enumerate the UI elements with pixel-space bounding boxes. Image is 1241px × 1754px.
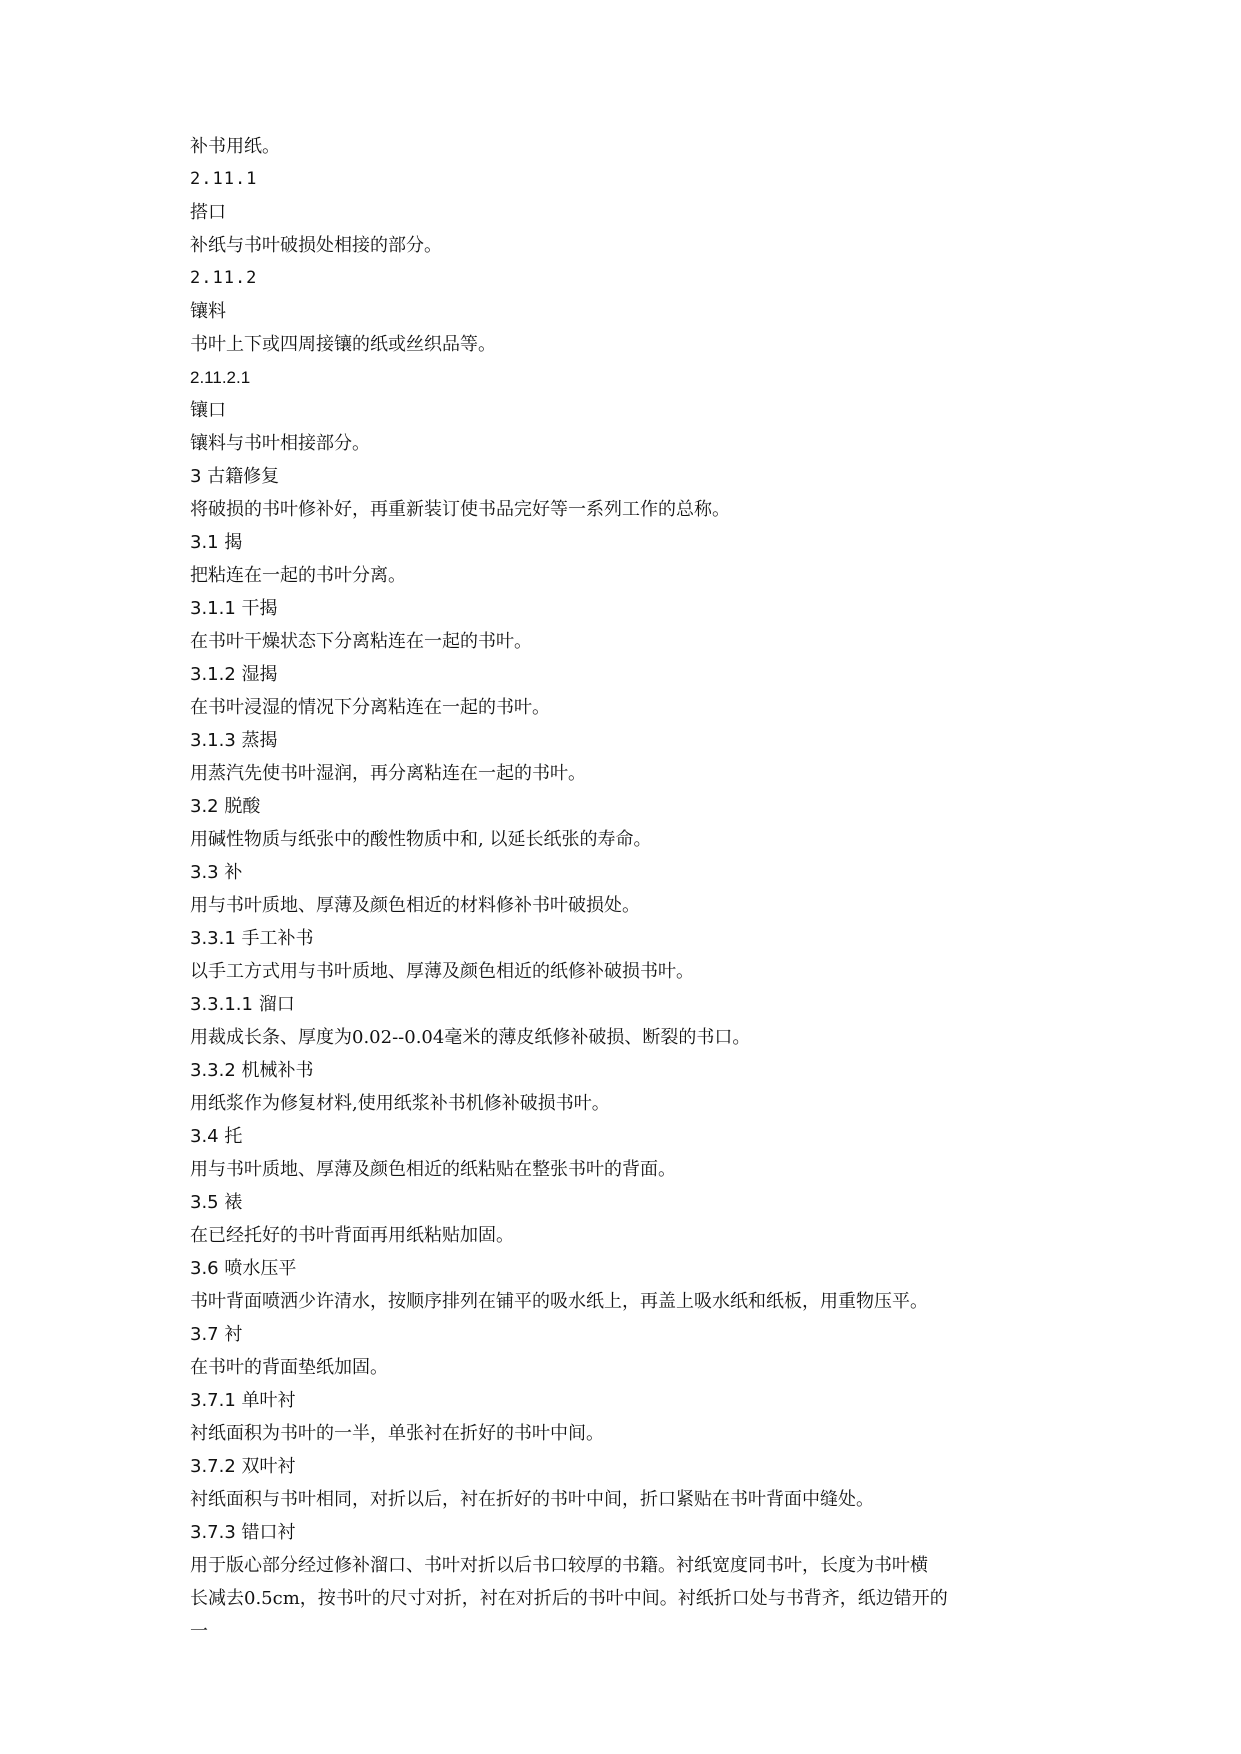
body-text: 镶料与书叶相接部分。	[190, 433, 370, 454]
section-heading: 3.1.1 干揭	[190, 598, 278, 619]
section-heading: 3.4 托	[190, 1126, 243, 1147]
section-heading: 3.3.1 手工补书	[190, 928, 314, 949]
body-text: 用碱性物质与纸张中的酸性物质中和, 以延长纸张的寿命。	[190, 829, 652, 850]
body-text: 书叶上下或四周接镶的纸或丝织品等。	[190, 334, 496, 355]
section-number: 2.11.1	[190, 169, 258, 189]
body-text: 用纸浆作为修复材料,使用纸浆补书机修补破损书叶。	[190, 1093, 610, 1114]
body-text: 补纸与书叶破损处相接的部分。	[190, 235, 442, 256]
section-heading: 3.3.1.1 溜口	[190, 994, 295, 1015]
section-heading: 3.1 揭	[190, 532, 243, 553]
body-text: 书叶背面喷洒少许清水，按顺序排列在铺平的吸水纸上，再盖上吸水纸和纸板，用重物压平。	[190, 1291, 928, 1312]
section-number: 2.11.2	[190, 268, 258, 288]
body-text: 以手工方式用与书叶质地、厚薄及颜色相近的纸修补破损书叶。	[190, 961, 694, 982]
body-text: 在书叶的背面垫纸加固。	[190, 1357, 388, 1378]
section-heading: 3.2 脱酸	[190, 796, 261, 817]
section-heading: 3.1.3 蒸揭	[190, 730, 278, 751]
document-page	[190, 130, 1070, 1648]
section-heading: 3 古籍修复	[190, 466, 280, 487]
section-number: 2.11.2.1	[190, 368, 251, 387]
body-text: 一	[190, 1621, 208, 1642]
body-text: 用与书叶质地、厚薄及颜色相近的纸粘贴在整张书叶的背面。	[190, 1159, 676, 1180]
section-heading: 3.5 裱	[190, 1192, 243, 1213]
body-text: 用蒸汽先使书叶湿润，再分离粘连在一起的书叶。	[190, 763, 586, 784]
section-heading: 3.1.2 湿揭	[190, 664, 278, 685]
body-text: 衬纸面积为书叶的一半，单张衬在折好的书叶中间。	[190, 1423, 604, 1444]
term-heading: 镶料	[190, 301, 226, 322]
section-heading: 3.6 喷水压平	[190, 1258, 297, 1279]
body-text: 将破损的书叶修补好，再重新装订使书品完好等一系列工作的总称。	[190, 499, 730, 520]
body-text: 衬纸面积与书叶相同，对折以后，衬在折好的书叶中间，折口紧贴在书叶背面中缝处。	[190, 1489, 874, 1510]
body-text: 把粘连在一起的书叶分离。	[190, 565, 406, 586]
body-text: 补书用纸。	[190, 136, 280, 157]
term-heading: 搭口	[190, 202, 226, 223]
body-text: 长减去0.5cm，按书叶的尺寸对折，衬在对折后的书叶中间。衬纸折口处与书背齐，纸边错开的	[190, 1588, 948, 1609]
body-text: 用于版心部分经过修补溜口、书叶对折以后书口较厚的书籍。衬纸宽度同书叶，长度为书叶横	[190, 1555, 928, 1576]
section-heading: 3.7 衬	[190, 1324, 243, 1345]
body-text: 用裁成长条、厚度为0.02--0.04毫米的薄皮纸修补破损、断裂的书口。	[190, 1027, 751, 1048]
section-heading: 3.7.3 错口衬	[190, 1522, 296, 1543]
section-heading: 3.3 补	[190, 862, 243, 883]
body-text: 用与书叶质地、厚薄及颜色相近的材料修补书叶破损处。	[190, 895, 640, 916]
body-text: 在已经托好的书叶背面再用纸粘贴加固。	[190, 1225, 514, 1246]
section-heading: 3.7.2 双叶衬	[190, 1456, 296, 1477]
section-heading: 3.3.2 机械补书	[190, 1060, 314, 1081]
term-heading: 镶口	[190, 400, 226, 421]
body-text: 在书叶浸湿的情况下分离粘连在一起的书叶。	[190, 697, 550, 718]
body-text: 在书叶干燥状态下分离粘连在一起的书叶。	[190, 631, 532, 652]
section-heading: 3.7.1 单叶衬	[190, 1390, 296, 1411]
